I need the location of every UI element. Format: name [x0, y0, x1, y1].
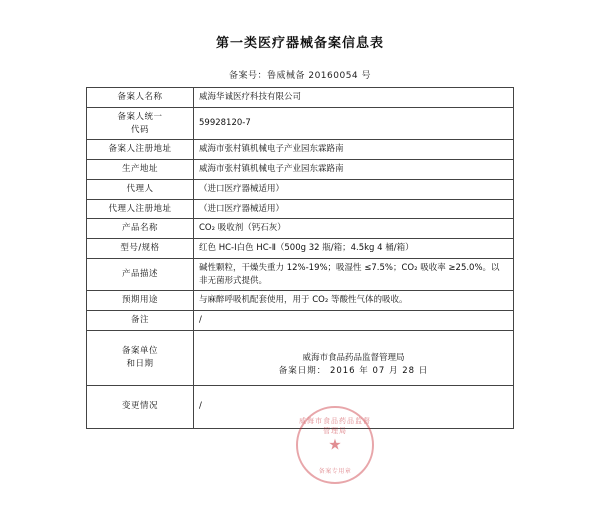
row-label-agent: 代理人 [87, 179, 194, 199]
row-label-filing-unit-line2: 和日期 [126, 358, 154, 369]
row-value-product-name: CO₂ 吸收剂（钙石灰） [194, 219, 514, 239]
table-row [87, 107, 514, 140]
record-number: 备案号：鲁威械备 20160054 号 [228, 71, 372, 81]
table-row [87, 179, 514, 199]
document-page [0, 32, 600, 532]
row-label-credit-code [87, 107, 194, 140]
row-label-change: 变更情况 [87, 385, 194, 428]
table-row [87, 199, 514, 219]
row-label-remark: 备注 [87, 311, 194, 331]
row-value-production-address: 威海市张村镇机械电子产业园东霖路南 [194, 160, 514, 180]
filing-unit-name: 威海市食品药品监督管理局 [302, 353, 405, 363]
seal-top-text: 威海市食品药品监督管理局 [299, 417, 371, 435]
row-value-filer-address: 威海市张村镇机械电子产业园东霖路南 [194, 140, 514, 160]
table-row [87, 239, 514, 259]
table-row [87, 258, 514, 291]
table-row [87, 88, 514, 108]
row-value-change: / [194, 385, 514, 428]
seal-bottom-text: 备案专用章 [318, 468, 352, 475]
table-row-filing-unit [87, 330, 514, 385]
table-row [87, 291, 514, 311]
row-label-agent-address: 代理人注册地址 [87, 199, 194, 219]
row-value-remark: / [194, 311, 514, 331]
row-label-credit-code-line2: 代码 [130, 124, 149, 135]
row-label-filing-unit [87, 330, 194, 385]
row-label-filer-address: 备案人注册地址 [87, 140, 194, 160]
row-label-intended-use: 预期用途 [87, 291, 194, 311]
filing-info-table [86, 87, 514, 429]
row-value-agent-address: （进口医疗器械适用） [194, 199, 514, 219]
row-label-filer-name: 备案人名称 [87, 88, 194, 108]
table-row [87, 311, 514, 331]
row-label-model-spec: 型号/规格 [87, 239, 194, 259]
seal-star-icon: ★ [328, 435, 342, 454]
row-value-credit-code: 59928120-7 [194, 107, 514, 140]
row-value-model-spec: 红色 HC-I白色 HC-Ⅱ（500g 32 瓶/箱；4.5kg 4 桶/箱） [194, 239, 514, 259]
row-value-agent: （进口医疗器械适用） [194, 179, 514, 199]
row-label-filing-unit-line1: 备案单位 [121, 346, 158, 356]
row-value-intended-use: 与麻醉呼吸机配套使用，用于 CO₂ 等酸性气体的吸收。 [194, 291, 514, 311]
row-value-product-description: 碱性颗粒，干燥失重力 12%-19%；吸湿性 ≤7.5%；CO₂ 吸收率 ≥25.0%。以非无菌形式提供。 [194, 258, 514, 291]
table-row [87, 219, 514, 239]
filing-date: 备案日期： 2016 年 07 月 28 日 [278, 365, 429, 376]
row-label-product-name: 产品名称 [87, 219, 194, 239]
row-label-production-address: 生产地址 [87, 160, 194, 180]
page-title: 第一类医疗器械备案信息表 [215, 36, 384, 51]
table-row [87, 160, 514, 180]
table-row [87, 140, 514, 160]
table-row-change [87, 385, 514, 428]
row-value-filing-unit [194, 330, 514, 385]
row-value-filer-name: 威海华诚医疗科技有限公司 [194, 88, 514, 108]
row-label-credit-code-line1: 备案人统一 [117, 111, 163, 122]
row-label-product-description: 产品描述 [87, 258, 194, 291]
